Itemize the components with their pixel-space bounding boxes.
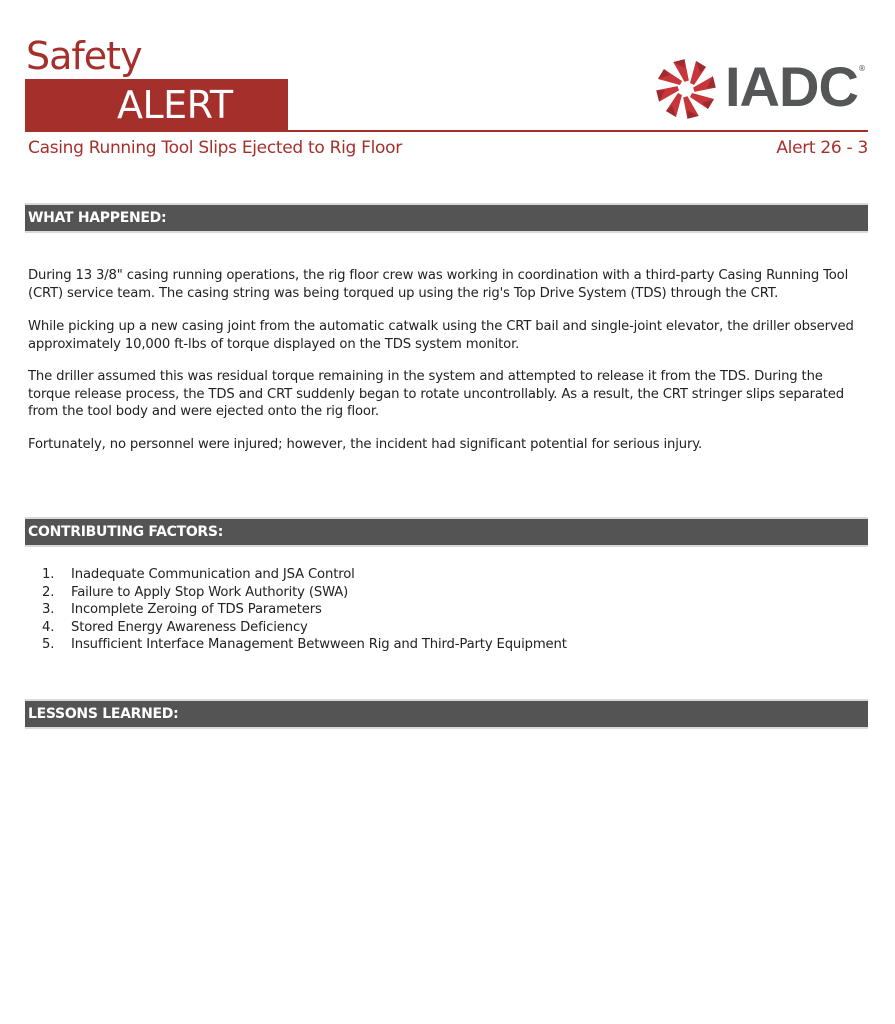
list-number: 5. xyxy=(42,637,55,652)
alert-label: ALERT xyxy=(117,83,233,127)
contributing-factors-list xyxy=(28,566,567,654)
list-item xyxy=(28,636,567,654)
list-text: Failure to Apply Stop Work Authority (SWA) xyxy=(71,584,349,600)
iadc-flower-logo-icon xyxy=(655,58,717,120)
list-number: 4. xyxy=(42,619,55,635)
list-text: Inadequate Communication and JSA Control xyxy=(71,567,355,582)
alert-banner xyxy=(25,79,288,131)
section-heading: WHAT HAPPENED: xyxy=(28,210,167,226)
list-text: Incomplete Zeroing of TDS Parameters xyxy=(71,602,322,617)
paragraph: The driller assumed this was residual torque remaining in the system and attempted to release it from the TDS. During the torque release process, the TDS and CRT suddenly began to rotate uncontrollably. As a result, the CRT stringer slips separated from the tool body and were ejected onto the rig floor. xyxy=(28,369,844,419)
list-item xyxy=(28,601,567,619)
section-bar-lessons-learned xyxy=(25,699,868,729)
section-heading: CONTRIBUTING FACTORS: xyxy=(28,524,223,540)
paragraph: Fortunately, no personnel were injured; however, the incident had significant potential for serious injury. xyxy=(28,437,703,452)
section-bar-what-happened xyxy=(25,203,868,233)
registered-mark: ® xyxy=(858,64,866,73)
list-text: Stored Energy Awareness Deficiency xyxy=(71,619,308,635)
iadc-logo xyxy=(655,55,866,120)
list-number: 1. xyxy=(42,567,55,582)
list-item xyxy=(28,619,567,637)
safety-label: Safety xyxy=(26,34,142,78)
section-heading: LESSONS LEARNED: xyxy=(28,706,179,722)
list-text: Insufficient Interface Management Betwween Rig and Third-Party Equipment xyxy=(71,637,567,652)
paragraph: During 13 3/8" casing running operations, the rig floor crew was working in coordination with a third-party Casing Running Tool (CRT) service team. The casing string was being torqued up using the rig's Top Drive System (TDS) through the CRT. xyxy=(28,268,849,301)
list-number: 3. xyxy=(42,602,55,617)
list-number: 2. xyxy=(42,584,55,600)
list-item xyxy=(28,584,567,602)
paragraph: While picking up a new casing joint from the automatic catwalk using the CRT bail and single-joint elevator, the driller observed approximately 10,000 ft-lbs of torque displayed on the TDS system monitor. xyxy=(28,319,854,352)
header-rule xyxy=(25,130,868,132)
alert-title: Casing Running Tool Slips Ejected to Rig Floor xyxy=(28,138,402,158)
list-item xyxy=(28,566,567,584)
section-bar-contributing-factors xyxy=(25,517,868,547)
alert-number: Alert 26 - 3 xyxy=(776,138,868,158)
iadc-logo-text: IADC xyxy=(725,55,858,118)
